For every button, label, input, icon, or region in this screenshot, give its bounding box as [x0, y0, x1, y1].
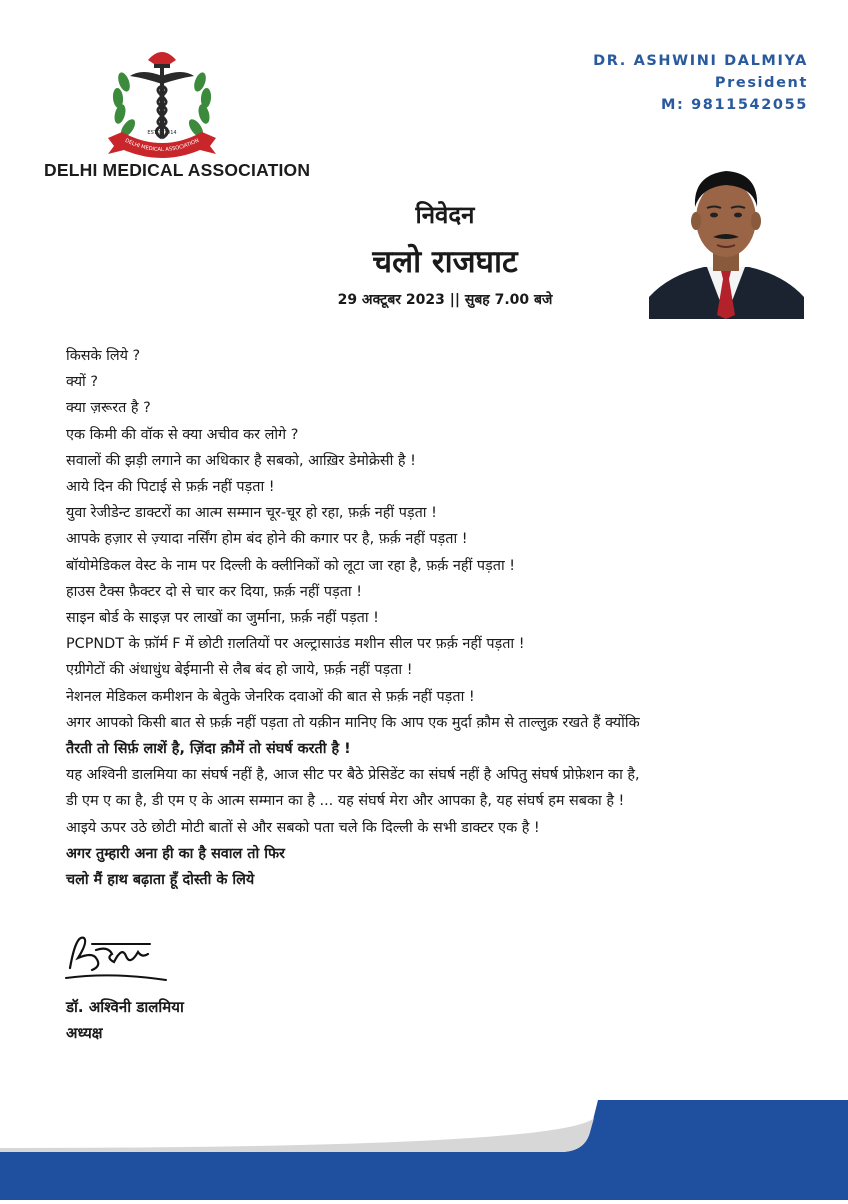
body-line: किसके लिये ?: [66, 348, 141, 364]
footer-decoration: [0, 1100, 848, 1200]
body-para-line: यह अश्विनी डालमिया का संघर्ष नहीं है, आज सीट पर बैठे प्रेसिडेंट का संघर्ष नहीं है अपितु संघर्ष प्रोफ़ेशन का है,: [66, 767, 640, 784]
body-line: आये दिन की पिटाई से फ़र्क़ नहीं पड़ता !: [66, 479, 275, 496]
body-line: एक किमी की वॉक से क्या अचीव कर लोगे ?: [66, 426, 299, 443]
body-line: एग्रीगेटों की अंधाधुंध बेईमानी से लैब बंद हो जाये, फ़र्क़ नहीं पड़ता !: [66, 662, 413, 679]
body-line: बॉयोमेडिकल वेस्ट के नाम पर दिल्ली के क्लीनिकों को लूटा जा रहा है, फ़र्क़ नहीं पड़ता !: [66, 557, 516, 574]
heading-nivedan: निवेदन: [415, 201, 475, 229]
body-line: हाउस टैक्स फ़ैक्टर दो से चार कर दिया, फ़र्क़ नहीं पड़ता !: [66, 583, 362, 600]
body-para-line: डी एम ए का है, डी एम ए के आत्म सम्मान का है ... यह संघर्ष मेरा और आपका है, यह संघर्ष हम सबका है !: [66, 793, 625, 810]
logo-estd: ESTD. 1914: [147, 130, 177, 136]
body-para-line: आइये ऊपर उठे छोटी मोटी बातों से और सबको पता चले कि दिल्ली के सभी डाक्टर एक है !: [66, 819, 540, 836]
body-bold-line: तैरती तो सिर्फ़ लाशें है, ज़िंदा क़ौमें तो संघर्ष करती है !: [66, 741, 351, 758]
caduceus-emblem-icon: [104, 42, 220, 162]
body-line: PCPNDT के फ़ॉर्म F में छोटी ग़लतियों पर अल्ट्रासाउंड मशीन सील पर फ़र्क़ नहीं पड़ता !: [66, 636, 525, 653]
body-line: नेशनल मेडिकल कमीशन के बेतुके जेनरिक दवाओं की बात से फ़र्क़ नहीं पड़ता !: [66, 688, 475, 705]
president-photo: [649, 157, 804, 319]
body-line: आपके हज़ार से ज़्यादा नर्सिंग होम बंद होने की कगार पर है, फ़र्क़ नहीं पड़ता !: [66, 531, 468, 548]
contact-block: [593, 50, 808, 116]
dma-logo: [104, 42, 220, 162]
body-line: युवा रेजीडेन्ट डाक्टरों का आत्म सम्मान चूर-चूर हो रहा, फ़र्क़ नहीं पड़ता !: [66, 505, 437, 522]
logo-ribbon-text: DELHI MEDICAL ASSOCIATION: [123, 137, 201, 154]
body-line: अगर आपको किसी बात से फ़र्क़ नहीं पड़ता तो यक़ीन मानिए कि आप एक मुर्दा क़ौम से ताल्लुक़ रखते हैं क्योंकि: [66, 714, 640, 731]
closing-line-1: अगर तुम्हारी अना ही का है सवाल तो फिर: [66, 845, 285, 862]
contact-title: President: [714, 75, 808, 91]
body-line: साइन बोर्ड के साइज़ पर लाखों का जुर्माना, फ़र्क़ नहीं पड़ता !: [66, 610, 379, 627]
body-line: क्यों ?: [66, 374, 98, 391]
body-line: क्या ज़रूरत है ?: [66, 400, 151, 417]
signatory-name: डॉ. अश्विनी डालमिया: [66, 998, 184, 1016]
heading-title: चलो राजघाट: [372, 244, 518, 280]
signatory-designation: अध्यक्ष: [66, 1024, 103, 1042]
handwritten-signature: [62, 928, 172, 988]
heading-date-time: 29 अक्टूबर 2023 || सुबह 7.00 बजे: [337, 292, 553, 308]
closing-line-2: चलो मैं हाथ बढ़ाता हूँ दोस्ती के लिये: [66, 872, 255, 889]
letter-body: [66, 343, 836, 893]
contact-name: DR. ASHWINI DALMIYA: [593, 53, 808, 69]
signatory-block: [66, 994, 184, 1046]
body-line: सवालों की झड़ी लगाने का अधिकार है सबको, आख़िर डेमोक्रेसी है !: [66, 452, 416, 469]
org-name: DELHI MEDICAL ASSOCIATION: [44, 160, 311, 180]
contact-phone: M: 9811542055: [661, 97, 808, 113]
